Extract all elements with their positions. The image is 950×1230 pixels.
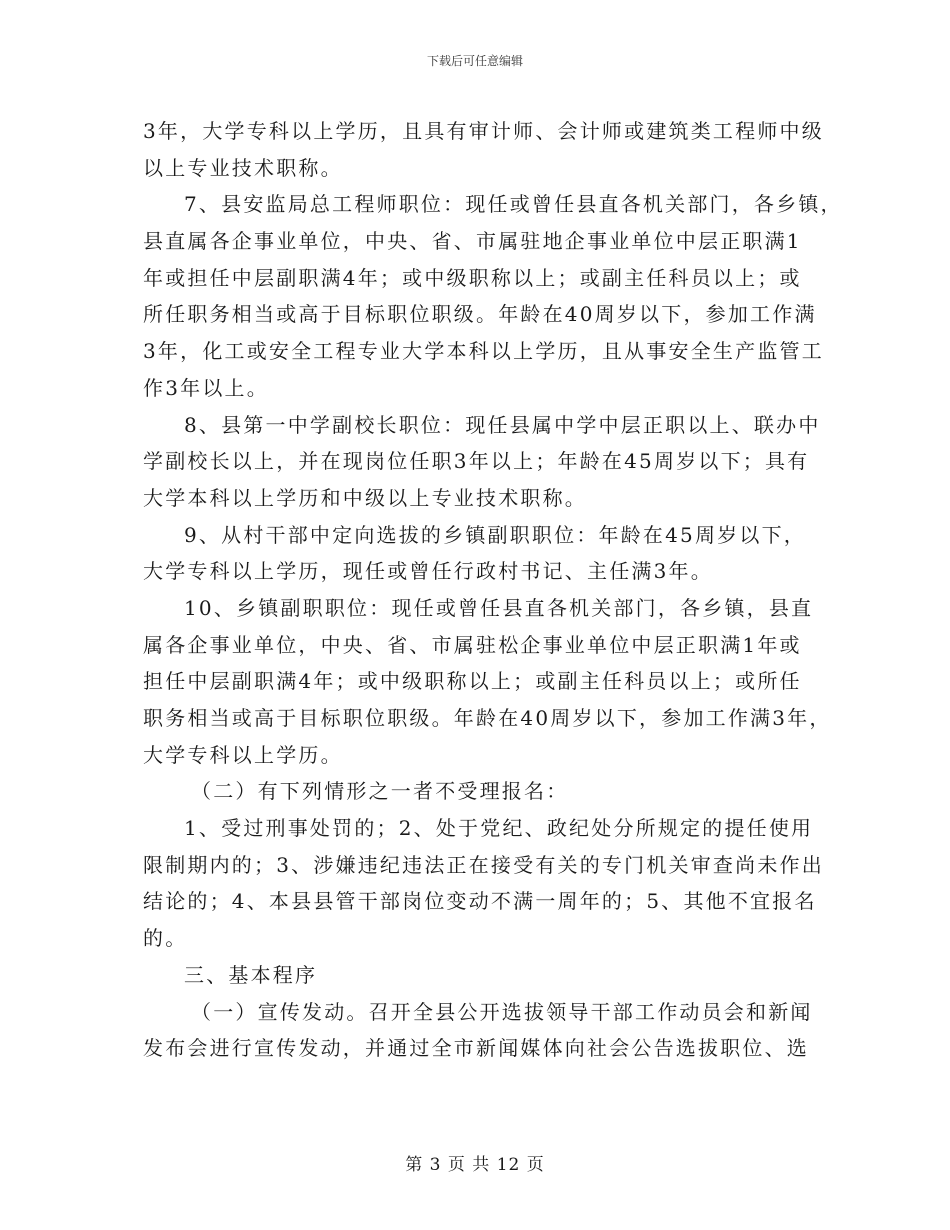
document-body [143,113,843,1067]
page-header-note: 下载后可任意编辑 [426,54,523,68]
section-heading: （二）有下列情形之一者不受理报名： [191,779,569,804]
paragraph-line: 9、从村干部中定向选拔的乡镇副职职位：年龄在45周岁以下， [184,522,806,547]
paragraph-line: 大学专科以上学历。 [143,742,343,767]
paragraph-line: 县直属各企事业单位，中央、省、市属驻地企事业单位中层正职满1 [143,229,802,254]
paragraph-line: 学副校长以上，并在现岗位任职3年以上；年龄在45周岁以下；具有 [143,449,810,474]
paragraph-line: 所任职务相当或高于目标职位职级。年龄在40周岁以下，参加工作满 [143,302,817,327]
paragraph-line: 10、乡镇副职职位：现任或曾任县直各机关部门，各乡镇，县直 [184,595,814,620]
paragraph-line: 1、受过刑事处罚的；2、处于党纪、政纪处分所规定的提任使用 [184,816,814,841]
paragraph-line: 大学专科以上学历，现任或曾任行政村书记、主任满3年。 [143,559,713,584]
paragraph-line: 担任中层副职满4年；或中级职称以上；或副主任科员以上；或所任 [143,669,802,694]
paragraph-line: 属各企事业单位，中央、省、市属驻松企事业单位中层正职满1年或 [143,632,802,657]
paragraph-line: 职务相当或高于目标职位职级。年龄在40周岁以下，参加工作满3年， [143,706,832,730]
paragraph-line: 限制期内的；3、涉嫌违纪违法正在接受有关的专门机关审查尚未作出 [143,852,824,877]
paragraph-line: （一）宣传发动。召开全县公开选拔领导干部工作动员会和新闻 [191,999,813,1024]
paragraph-line: 大学本科以上学历和中级以上专业技术职称。 [143,485,587,510]
paragraph-line: 结论的；4、本县县管干部岗位变动不满一周年的；5、其他不宜报名 [143,889,817,914]
paragraph-line: 8、县第一中学副校长职位：现任县属中学中层正职以上、联办中 [184,412,821,437]
paragraph-line: 发布会进行宣传发动，并通过全市新闻媒体向社会公告选拔职位、选 [143,1036,809,1061]
section-heading: 三、基本程序 [184,962,318,987]
paragraph-line: 作3年以上。 [143,375,269,400]
paragraph-line: 3年，大学专科以上学历，且具有审计师、会计师或建筑类工程师中级 [143,119,824,143]
paragraph-line: 3年，化工或安全工程专业大学本科以上学历，且从事安全生产监管工 [143,339,824,364]
paragraph-line: 7、县安监局总工程师职位：现任或曾任县直各机关部门，各乡镇， [184,192,843,217]
paragraph-line: 以上专业技术职称。 [143,155,343,180]
paragraph-line: 的。 [143,926,188,951]
page-number: 第 3 页 共 12 页 [405,1155,545,1175]
paragraph-line: 年或担任中层副职满4年；或中级职称以上；或副主任科员以上；或 [143,265,802,290]
